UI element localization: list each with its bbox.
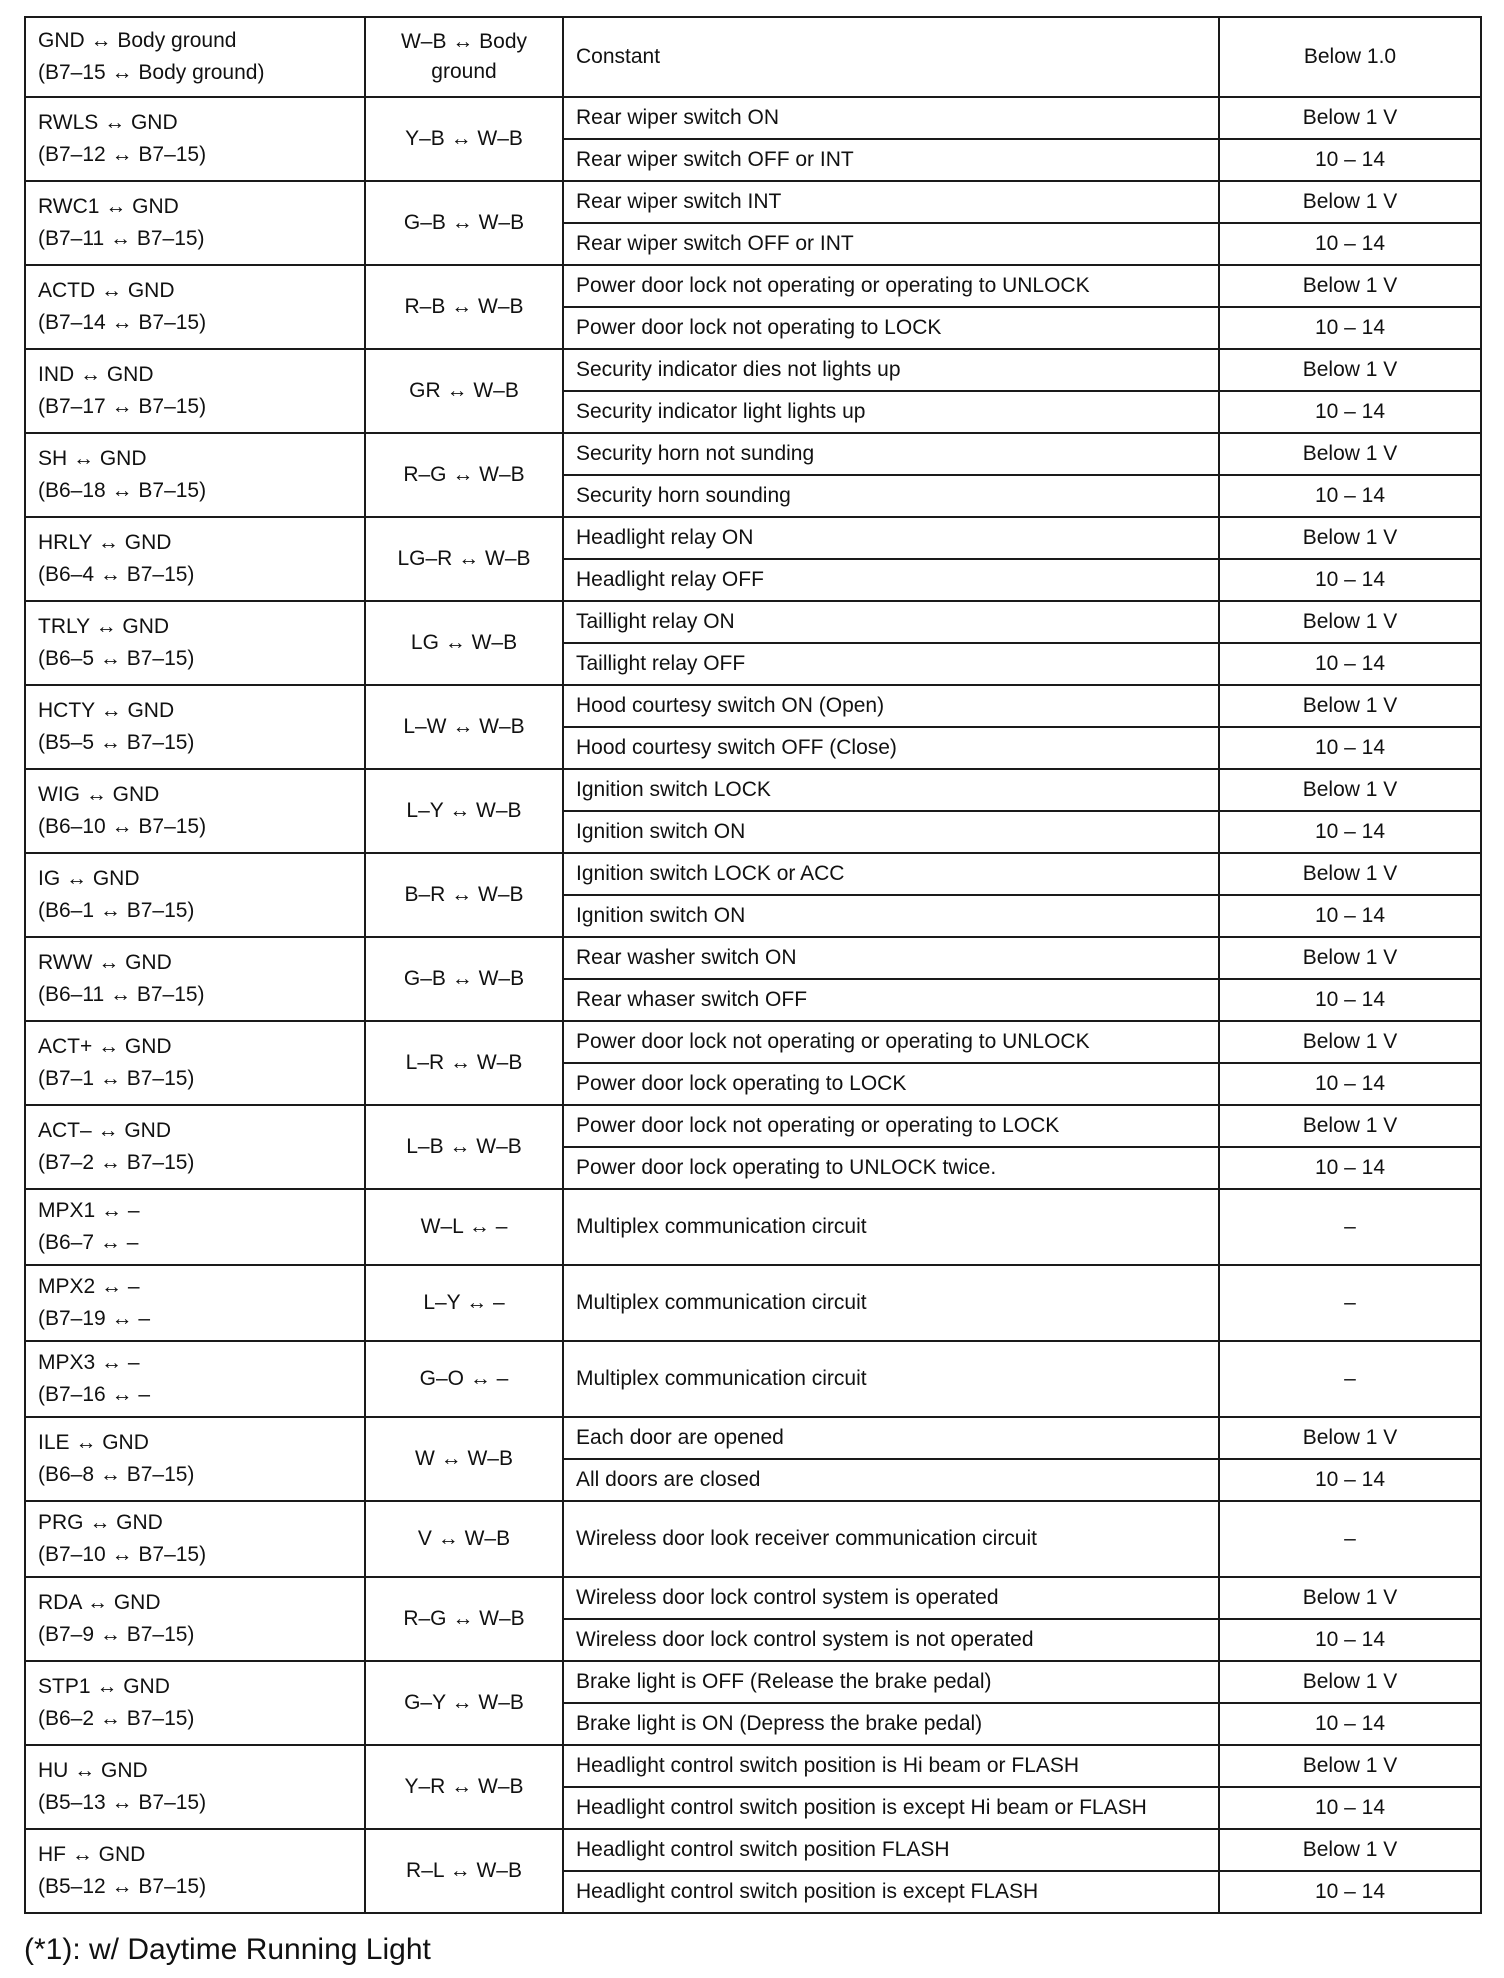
terminal-pins: (B7–15 ↔ Body ground) [38, 61, 265, 84]
condition-cell: Headlight relay ON [563, 517, 1219, 559]
table-row [25, 1577, 1481, 1619]
table-row [25, 1501, 1481, 1577]
condition-cell: Multiplex communication circuit [563, 1341, 1219, 1417]
wiring-color-cell: Y–B ↔ W–B [365, 97, 563, 181]
condition-cell: Each door are opened [563, 1417, 1219, 1459]
condition-cell: Rear wiper switch INT [563, 181, 1219, 223]
terminal-cell [25, 1661, 365, 1745]
condition-cell: Hood courtesy switch OFF (Close) [563, 727, 1219, 769]
spec-cell: 10 – 14 [1219, 727, 1481, 769]
wiring-color-cell: R–L ↔ W–B [365, 1829, 563, 1913]
condition-cell: Headlight control switch position is except FLASH [563, 1871, 1219, 1913]
terminal-cell [25, 265, 365, 349]
terminal-pins: (B6–18 ↔ B7–15) [38, 479, 207, 502]
spec-cell: 10 – 14 [1219, 139, 1481, 181]
spec-cell: Below 1 V [1219, 433, 1481, 475]
terminal-pins: (B6–11 ↔ B7–15) [38, 983, 205, 1006]
terminal-cell [25, 17, 365, 97]
table-row [25, 853, 1481, 895]
condition-cell: Headlight control switch position is Hi beam or FLASH [563, 1745, 1219, 1787]
wiring-color-cell: R–G ↔ W–B [365, 1577, 563, 1661]
spec-cell: – [1219, 1341, 1481, 1417]
condition-cell: Taillight relay OFF [563, 643, 1219, 685]
terminal-cell [25, 349, 365, 433]
spec-cell: Below 1 V [1219, 853, 1481, 895]
spec-cell: 10 – 14 [1219, 1459, 1481, 1501]
terminal-pins: (B6–2 ↔ B7–15) [38, 1707, 195, 1730]
table-row [25, 1829, 1481, 1871]
spec-cell: 10 – 14 [1219, 1703, 1481, 1745]
wiring-color-cell: G–B ↔ W–B [365, 181, 563, 265]
terminal-cell [25, 1501, 365, 1577]
condition-cell: Headlight control switch position is except Hi beam or FLASH [563, 1787, 1219, 1829]
terminal-cell [25, 181, 365, 265]
terminal-name: IND ↔ GND [38, 363, 154, 386]
spec-cell: – [1219, 1189, 1481, 1265]
wiring-color-cell: G–B ↔ W–B [365, 937, 563, 1021]
terminal-cell [25, 601, 365, 685]
spec-cell: 10 – 14 [1219, 1787, 1481, 1829]
terminal-pins: (B6–7 ↔ – [38, 1231, 139, 1254]
spec-cell: 10 – 14 [1219, 979, 1481, 1021]
wiring-color-cell: L–W ↔ W–B [365, 685, 563, 769]
spec-cell: Below 1 V [1219, 769, 1481, 811]
terminal-pins: (B7–10 ↔ B7–15) [38, 1543, 207, 1566]
condition-cell: Hood courtesy switch ON (Open) [563, 685, 1219, 727]
table-row [25, 97, 1481, 139]
terminal-cell [25, 1577, 365, 1661]
condition-cell: Security horn not sunding [563, 433, 1219, 475]
wiring-color-cell: W ↔ W–B [365, 1417, 563, 1501]
terminal-pins: (B6–5 ↔ B7–15) [38, 647, 195, 670]
spec-cell: Below 1 V [1219, 181, 1481, 223]
wiring-color-cell: L–B ↔ W–B [365, 1105, 563, 1189]
terminal-name: MPX1 ↔ – [38, 1199, 140, 1222]
spec-cell: Below 1 V [1219, 1577, 1481, 1619]
condition-cell: Rear whaser switch OFF [563, 979, 1219, 1021]
spec-cell: Below 1 V [1219, 1105, 1481, 1147]
condition-cell: Power door lock not operating to LOCK [563, 307, 1219, 349]
table-row [25, 1021, 1481, 1063]
condition-cell: Power door lock operating to UNLOCK twice. [563, 1147, 1219, 1189]
condition-cell: Rear wiper switch OFF or INT [563, 223, 1219, 265]
terminal-cell [25, 1417, 365, 1501]
terminal-cell [25, 1021, 365, 1105]
table-row [25, 685, 1481, 727]
table-row [25, 937, 1481, 979]
spec-cell: 10 – 14 [1219, 895, 1481, 937]
spec-cell: Below 1 V [1219, 685, 1481, 727]
wiring-color-cell: B–R ↔ W–B [365, 853, 563, 937]
terminal-cell [25, 1829, 365, 1913]
spec-cell: Below 1 V [1219, 1021, 1481, 1063]
terminal-pins: (B6–4 ↔ B7–15) [38, 563, 195, 586]
wiring-color-cell: W–L ↔ – [365, 1189, 563, 1265]
condition-cell: Power door lock operating to LOCK [563, 1063, 1219, 1105]
terminal-name: TRLY ↔ GND [38, 615, 170, 638]
terminal-name: RWW ↔ GND [38, 951, 172, 974]
condition-cell: Power door lock not operating or operating to LOCK [563, 1105, 1219, 1147]
terminal-name: HCTY ↔ GND [38, 699, 175, 722]
table-row [25, 181, 1481, 223]
condition-cell: Power door lock not operating or operating to UNLOCK [563, 265, 1219, 307]
condition-cell: Ignition switch LOCK or ACC [563, 853, 1219, 895]
spec-cell: 10 – 14 [1219, 475, 1481, 517]
terminal-cell [25, 433, 365, 517]
table-row [25, 1105, 1481, 1147]
condition-cell: Brake light is ON (Depress the brake pedal) [563, 1703, 1219, 1745]
terminal-pins: (B7–17 ↔ B7–15) [38, 395, 207, 418]
condition-cell: All doors are closed [563, 1459, 1219, 1501]
terminal-name: HRLY ↔ GND [38, 531, 172, 554]
condition-cell: Wireless door look receiver communication circuit [563, 1501, 1219, 1577]
spec-cell: 10 – 14 [1219, 1871, 1481, 1913]
terminal-pins: (B6–10 ↔ B7–15) [38, 815, 207, 838]
table-row [25, 1661, 1481, 1703]
condition-cell: Ignition switch ON [563, 895, 1219, 937]
wiring-color-cell: R–B ↔ W–B [365, 265, 563, 349]
wiring-color-cell: V ↔ W–B [365, 1501, 563, 1577]
condition-cell: Taillight relay ON [563, 601, 1219, 643]
terminal-name: MPX2 ↔ – [38, 1275, 140, 1298]
condition-cell: Multiplex communication circuit [563, 1189, 1219, 1265]
terminal-pins: (B5–5 ↔ B7–15) [38, 731, 195, 754]
terminal-name: MPX3 ↔ – [38, 1351, 140, 1374]
terminal-pins: (B7–2 ↔ B7–15) [38, 1151, 195, 1174]
table-row [25, 517, 1481, 559]
spec-cell: 10 – 14 [1219, 643, 1481, 685]
terminal-name: HF ↔ GND [38, 1843, 146, 1866]
terminal-pins: (B5–13 ↔ B7–15) [38, 1791, 207, 1814]
table-row [25, 601, 1481, 643]
wiring-color-cell: GR ↔ W–B [365, 349, 563, 433]
terminal-pins: (B7–14 ↔ B7–15) [38, 311, 207, 334]
spec-cell: – [1219, 1501, 1481, 1577]
terminal-cell [25, 1745, 365, 1829]
wiring-color-cell: G–Y ↔ W–B [365, 1661, 563, 1745]
wiring-color-cell: LG ↔ W–B [365, 601, 563, 685]
terminal-cell [25, 1105, 365, 1189]
terminal-pins: (B7–9 ↔ B7–15) [38, 1623, 195, 1646]
spec-cell: Below 1 V [1219, 1661, 1481, 1703]
terminal-pins: (B7–19 ↔ – [38, 1307, 151, 1330]
wiring-color-cell: L–R ↔ W–B [365, 1021, 563, 1105]
condition-cell: Wireless door lock control system is not operated [563, 1619, 1219, 1661]
table-row [25, 1341, 1481, 1417]
terminal-name: ACT– ↔ GND [38, 1119, 172, 1142]
spec-cell: Below 1.0 [1219, 17, 1481, 97]
table-row [25, 1265, 1481, 1341]
terminal-name: ILE ↔ GND [38, 1431, 149, 1454]
condition-cell: Rear washer switch ON [563, 937, 1219, 979]
terminal-cell [25, 97, 365, 181]
terminal-cell [25, 937, 365, 1021]
terminal-pins: (B6–1 ↔ B7–15) [38, 899, 195, 922]
terminal-pins: (B7–11 ↔ B7–15) [38, 227, 205, 250]
spec-cell: Below 1 V [1219, 1417, 1481, 1459]
terminal-name: WIG ↔ GND [38, 783, 160, 806]
wiring-color-cell: LG–R ↔ W–B [365, 517, 563, 601]
footnote: (*1): w/ Daytime Running Light [24, 1933, 431, 1966]
terminal-pins: (B7–12 ↔ B7–15) [38, 143, 207, 166]
spec-cell: Below 1 V [1219, 601, 1481, 643]
terminal-cell [25, 1265, 365, 1341]
spec-cell: 10 – 14 [1219, 223, 1481, 265]
spec-cell: 10 – 14 [1219, 1147, 1481, 1189]
spec-cell: 10 – 14 [1219, 811, 1481, 853]
spec-cell: Below 1 V [1219, 349, 1481, 391]
spec-cell: Below 1 V [1219, 97, 1481, 139]
condition-cell: Security indicator light lights up [563, 391, 1219, 433]
wiring-color-cell: L–Y ↔ W–B [365, 769, 563, 853]
terminal-name: IG ↔ GND [38, 867, 140, 890]
condition-cell: Rear wiper switch OFF or INT [563, 139, 1219, 181]
terminal-name: PRG ↔ GND [38, 1511, 163, 1534]
spec-cell: Below 1 V [1219, 1745, 1481, 1787]
wiring-color-cell: W–B ↔ Body ground [365, 17, 563, 97]
terminal-pins: (B7–16 ↔ – [38, 1383, 151, 1406]
table-row [25, 265, 1481, 307]
terminal-name: GND ↔ Body ground [38, 29, 237, 52]
terminal-cell [25, 517, 365, 601]
condition-cell: Wireless door lock control system is operated [563, 1577, 1219, 1619]
table-row [25, 1417, 1481, 1459]
spec-cell: – [1219, 1265, 1481, 1341]
terminal-voltage-table [24, 16, 1482, 1914]
terminal-cell [25, 769, 365, 853]
terminal-name: STP1 ↔ GND [38, 1675, 170, 1698]
condition-cell: Power door lock not operating or operating to UNLOCK [563, 1021, 1219, 1063]
terminal-name: RWC1 ↔ GND [38, 195, 179, 218]
wiring-color-cell: G–O ↔ – [365, 1341, 563, 1417]
wiring-color-cell: Y–R ↔ W–B [365, 1745, 563, 1829]
terminal-pins: (B6–8 ↔ B7–15) [38, 1463, 195, 1486]
terminal-pins: (B7–1 ↔ B7–15) [38, 1067, 195, 1090]
table-row [25, 769, 1481, 811]
condition-cell: Ignition switch ON [563, 811, 1219, 853]
spec-cell: 10 – 14 [1219, 307, 1481, 349]
terminal-cell [25, 1189, 365, 1265]
terminal-name: RDA ↔ GND [38, 1591, 161, 1614]
table-row [25, 349, 1481, 391]
spec-cell: 10 – 14 [1219, 391, 1481, 433]
table-row [25, 1189, 1481, 1265]
table-row [25, 1745, 1481, 1787]
spec-cell: 10 – 14 [1219, 559, 1481, 601]
terminal-pins: (B5–12 ↔ B7–15) [38, 1875, 207, 1898]
condition-cell: Brake light is OFF (Release the brake pedal) [563, 1661, 1219, 1703]
spec-cell: Below 1 V [1219, 937, 1481, 979]
terminal-cell [25, 1341, 365, 1417]
condition-cell: Constant [563, 17, 1219, 97]
spec-cell: Below 1 V [1219, 1829, 1481, 1871]
spec-cell: 10 – 14 [1219, 1619, 1481, 1661]
spec-cell: Below 1 V [1219, 517, 1481, 559]
table-row [25, 17, 1481, 97]
spec-cell: Below 1 V [1219, 265, 1481, 307]
table-row [25, 433, 1481, 475]
terminal-name: RWLS ↔ GND [38, 111, 178, 134]
condition-cell: Multiplex communication circuit [563, 1265, 1219, 1341]
wiring-color-cell: L–Y ↔ – [365, 1265, 563, 1341]
terminal-name: HU ↔ GND [38, 1759, 148, 1782]
spec-cell: 10 – 14 [1219, 1063, 1481, 1105]
terminal-name: ACT+ ↔ GND [38, 1035, 172, 1058]
terminal-cell [25, 853, 365, 937]
condition-cell: Rear wiper switch ON [563, 97, 1219, 139]
condition-cell: Security horn sounding [563, 475, 1219, 517]
condition-cell: Headlight control switch position FLASH [563, 1829, 1219, 1871]
wiring-color-cell: R–G ↔ W–B [365, 433, 563, 517]
condition-cell: Security indicator dies not lights up [563, 349, 1219, 391]
terminal-cell [25, 685, 365, 769]
terminal-name: SH ↔ GND [38, 447, 147, 470]
terminal-name: ACTD ↔ GND [38, 279, 175, 302]
condition-cell: Headlight relay OFF [563, 559, 1219, 601]
condition-cell: Ignition switch LOCK [563, 769, 1219, 811]
